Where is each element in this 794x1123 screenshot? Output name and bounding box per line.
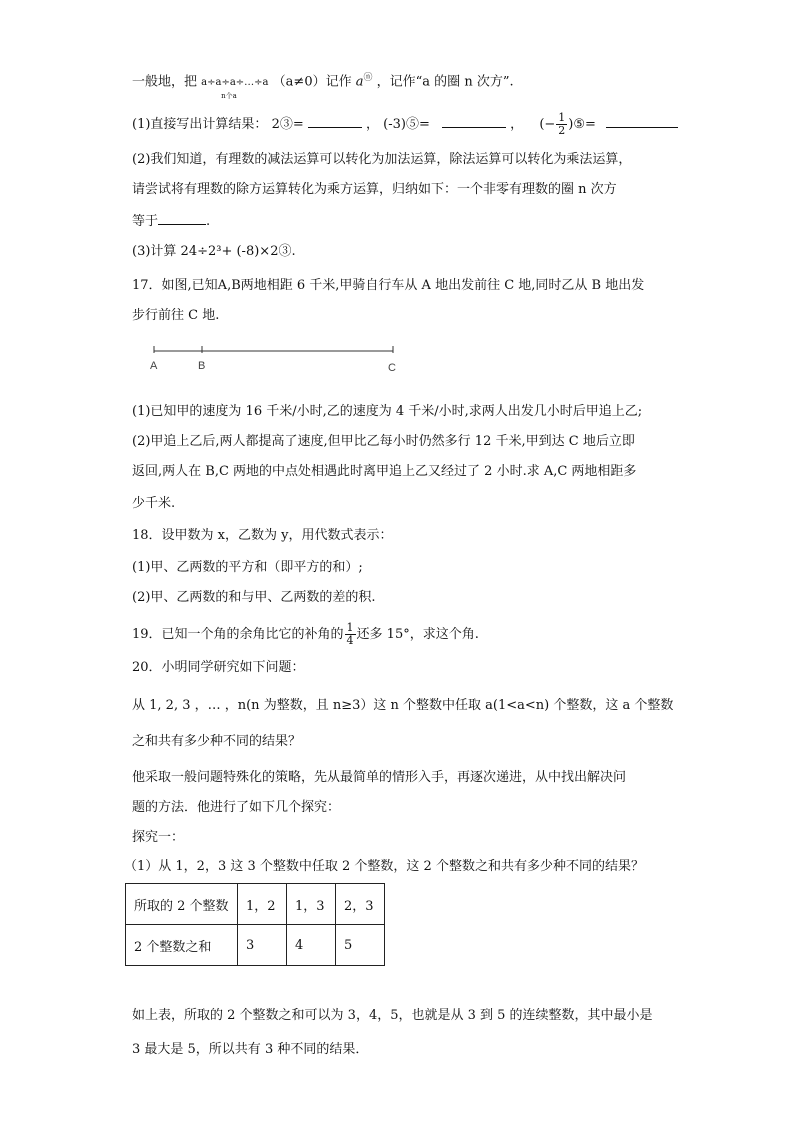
intro-line xyxy=(132,68,514,101)
intro-condition: （a≠0）记作 xyxy=(272,74,352,90)
intro-lead: 一般地，把 xyxy=(132,74,198,90)
q17-part2-line3: 少千米. xyxy=(132,496,176,511)
q16-item1: 2③= xyxy=(271,117,304,132)
table-cell: 2，3 xyxy=(336,884,385,925)
table-cell: 1，2 xyxy=(238,884,287,925)
answer-blank-4[interactable] xyxy=(158,212,206,225)
q16-item2: (-3)⑤= xyxy=(383,117,430,132)
q16-part3: (3)计算 24÷2³+ (-8)×2③. xyxy=(132,244,296,259)
point-a-label: A xyxy=(150,360,158,372)
intro-tail: ，记作“a 的圈 n 次方”. xyxy=(376,74,514,90)
q19-line: 19．已知一个角的余角比它的补角的 $\frac{1}{4}$ 还多 15°，求这个角. xyxy=(132,621,479,647)
segment-diagram xyxy=(150,344,400,358)
q17-part1: (1)已知甲的速度为 16 千米/小时,乙的速度为 4 千米/小时,求两人出发几小时后甲追上乙; xyxy=(132,404,643,419)
quarter-fraction: $\frac{1}{4}$ xyxy=(346,621,354,647)
q20-line2: 从 1, 2, 3 ，… ，n(n 为整数，且 n≥3）这 n 个整数中任取 a(1<a<n) 个整数，这 a 个整数 xyxy=(132,698,674,713)
q16-part1: (1)直接写出计算结果： 2③= ， (-3)⑤= ， (− $\frac{1}{2}$ )⑤= xyxy=(132,112,678,137)
table-row xyxy=(126,925,385,966)
q20-line1: 20．小明同学研究如下问题： xyxy=(132,660,305,675)
q16-item3-prefix: (− xyxy=(539,117,556,132)
q18-line1: 18．设甲数为 x，乙数为 y，用代数式表示： xyxy=(132,528,393,543)
q16-part2-line1: (2)我们知道，有理数的减法运算可以转化为加法运算，除法运算可以转化为乘法运算， xyxy=(132,152,632,167)
intro-notation: a xyxy=(355,74,364,90)
point-c-label: C xyxy=(388,362,396,374)
garbled-subscript: n个a xyxy=(221,92,237,101)
sum-result-table xyxy=(125,883,385,966)
intro-notation-sup: ⓝ xyxy=(363,73,373,83)
half-fraction: $\frac{1}{2}$ xyxy=(558,111,566,137)
q20-line6: 探究一： xyxy=(132,830,185,845)
answer-blank-2[interactable] xyxy=(442,115,506,128)
q20-line5: 题的方法．他进行了如下几个探究： xyxy=(132,800,341,815)
table-cell: 所取的 2 个整数 xyxy=(126,884,238,925)
q20-line3: 之和共有多少种不同的结果？ xyxy=(132,734,302,749)
table-cell: 1，3 xyxy=(287,884,336,925)
q17-part2-line2: 返回,两人在 B,C 两地的中点处相遇此时离甲追上乙又经过了 2 小时.求 A,C 两地相距多 xyxy=(132,464,637,479)
q16-part2-line3: 等于 . xyxy=(132,214,211,229)
q17-line1: 17．如图,已知A,B两地相距 6 千米,甲骑自行车从 A 地出发前往 C 地,同时乙从 B 地出发 xyxy=(132,278,645,293)
point-b-label: B xyxy=(198,360,206,372)
q17-line2: 步行前往 C 地. xyxy=(132,308,220,323)
q18-part2: (2)甲、乙两数的和与甲、乙两数的差的积. xyxy=(132,590,376,605)
q20-line7: （1）从 1，2，3 这 3 个整数中任取 2 个整数，这 2 个整数之和共有多少种不同的结果？ xyxy=(124,859,644,874)
q20-line4: 他采取一般问题特殊化的策略，先从最简单的情形入手，再逐次递进，从中找出解决问 xyxy=(132,770,627,785)
table-cell: 5 xyxy=(336,925,385,966)
answer-blank-1[interactable] xyxy=(308,115,362,128)
table-cell: 3 xyxy=(238,925,287,966)
q16-part1-label: (1)直接写出计算结果： xyxy=(132,117,268,132)
q20-after2: 3 最大是 5，所以共有 3 种不同的结果． xyxy=(132,1042,369,1057)
q17-part2-line1: (2)甲追上乙后,两人都提高了速度,但甲比乙每小时仍然多行 12 千米,甲到达 C 地后立即 xyxy=(132,434,635,449)
q16-part2-line2: 请尝试将有理数的除方运算转化为乘方运算，归纳如下：一个非零有理数的圈 n 次方 xyxy=(132,182,617,197)
q18-part1: (1)甲、乙两数的平方和（即平方的和）; xyxy=(132,560,363,575)
q16-item3-suffix: )⑤= xyxy=(568,117,596,132)
garbled-expression: a÷a÷a÷…÷a n个a xyxy=(201,73,268,93)
q20-after1: 如上表，所取的 2 个整数之和可以为 3，4，5，也就是从 3 到 5 的连续整数，其中最小是 xyxy=(132,1008,653,1023)
table-cell: 4 xyxy=(287,925,336,966)
answer-blank-3[interactable] xyxy=(606,115,678,128)
table-cell: 2 个整数之和 xyxy=(126,925,238,966)
table-row xyxy=(126,884,385,925)
